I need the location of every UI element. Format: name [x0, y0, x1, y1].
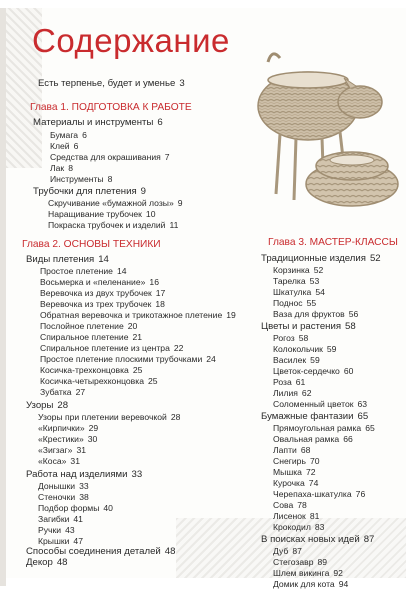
toc-entry-page: 87 [363, 534, 375, 545]
toc-entry-title: Узоры при плетении веревочкой [38, 412, 167, 422]
toc-entry [40, 321, 137, 331]
toc-entry-title: Корзинка [273, 265, 310, 275]
toc-entry-page: 56 [348, 309, 359, 319]
toc-entry-page: 65 [365, 423, 375, 433]
toc-entry [273, 333, 308, 343]
toc-entry-title: Роза [273, 377, 292, 387]
toc-entry [273, 265, 323, 275]
toc-entry-title: Василек [273, 355, 307, 365]
toc-entry-title: Черепаха-шкатулка [273, 489, 352, 499]
toc-entry [38, 79, 185, 89]
toc-entry [273, 478, 318, 488]
toc-entry [40, 376, 158, 386]
toc-entry [38, 481, 89, 491]
toc-entry-title: Донышки [38, 481, 76, 491]
toc-entry-title: Стеночки [38, 492, 76, 502]
toc-entry-title: Прямоугольная рамка [273, 423, 362, 433]
toc-entry-title: Скручивание «бумажной лозы» [48, 198, 174, 208]
toc-entry-title: Загибки [38, 514, 70, 524]
toc-entry-page: 9 [140, 186, 146, 197]
toc-entry-title: Веревочка из трех трубочек [40, 299, 152, 309]
page-title: Содержание [32, 22, 230, 59]
toc-entry-page: 6 [73, 141, 79, 151]
toc-entry-page: 58 [298, 333, 309, 343]
toc-entry-page: 29 [88, 423, 99, 433]
toc-entry-page: 17 [155, 288, 166, 298]
toc-entry-title: Виды плетения [26, 254, 95, 265]
toc-entry [273, 344, 336, 354]
toc-entry [273, 557, 327, 567]
toc-entry-page: 58 [345, 321, 356, 332]
toc-entry-title: Цветок-сердечко [273, 366, 340, 376]
toc-entry-title: Шлем викинга [273, 568, 330, 578]
toc-entry-page: 78 [297, 500, 307, 510]
toc-entry [50, 152, 170, 162]
toc-entry-page: 89 [317, 557, 328, 567]
toc-entry-title: Восьмерка и «пеленание» [40, 277, 146, 287]
toc-entry-title: Простое плетение плоскими трубочками [40, 354, 203, 364]
toc-entry-title: Тарелка [273, 276, 306, 286]
toc-entry-title: Трубочки для плетения [33, 186, 137, 197]
toc-entry-title: Снегирь [273, 456, 306, 466]
toc-entry-page: 81 [309, 511, 320, 521]
toc-entry-page: 20 [127, 321, 138, 331]
toc-entry-title: Зубатка [40, 387, 72, 397]
toc-entry-page: 52 [313, 265, 324, 275]
toc-entry-page: 27 [75, 387, 86, 397]
toc-entry [48, 209, 155, 219]
toc-entry [26, 255, 109, 265]
toc-entry [38, 514, 83, 524]
toc-entry-title: Послойное плетение [40, 321, 124, 331]
toc-entry-title: Инструменты [50, 174, 104, 184]
toc-entry-page: 33 [79, 481, 89, 491]
toc-entry-page: 6 [157, 117, 163, 128]
toc-entry-page: 63 [357, 399, 368, 409]
toc-entry [38, 503, 113, 513]
toc-entry-page: 60 [343, 366, 354, 376]
toc-entry-title: Сова [273, 500, 294, 510]
toc-entry [273, 298, 316, 308]
toc-entry [38, 412, 180, 422]
toc-entry-title: Средства для окрашивания [50, 152, 161, 162]
toc-entry-title: Лисенок [273, 511, 306, 521]
toc-entry [40, 310, 236, 320]
toc-entry-page: 70 [309, 456, 320, 466]
toc-entry-title: В поисках новых идей [261, 534, 360, 545]
toc-entry [273, 423, 375, 433]
toc-entry [50, 163, 73, 173]
toc-entry [38, 423, 98, 433]
toc-entry-title: Дуб [273, 546, 289, 556]
toc-entry-title: «Кирпички» [38, 423, 85, 433]
toc-entry [40, 343, 183, 353]
toc-entry-page: 16 [149, 277, 159, 287]
toc-entry-page: 54 [315, 287, 325, 297]
toc-entry-page: 21 [132, 332, 143, 342]
toc-entry [38, 445, 86, 455]
toc-entry [40, 387, 85, 397]
toc-entry [38, 525, 75, 535]
toc-entry [273, 546, 302, 556]
toc-entry-page: 87 [292, 546, 302, 556]
toc-entry-page: 3 [179, 78, 185, 89]
toc-entry [40, 299, 165, 309]
toc-entry [273, 511, 319, 521]
toc-entry-page: 10 [145, 209, 156, 219]
toc-entry-title: Глава 3. МАСТЕР-КЛАССЫ [268, 237, 398, 248]
toc-entry-title: Шкатулка [273, 287, 312, 297]
toc-entry [273, 276, 319, 286]
toc-entry-page: 52 [369, 253, 381, 264]
toc-entry-title: Спиральное плетение [40, 332, 129, 342]
toc-entry [40, 288, 165, 298]
toc-entry [48, 198, 183, 208]
toc-entry [273, 489, 365, 499]
toc-entry-page: 40 [103, 503, 113, 513]
toc-entry [33, 118, 163, 128]
toc-entry-page: 62 [301, 388, 312, 398]
toc-entry [38, 434, 97, 444]
toc-entry [40, 354, 216, 364]
toc-entry [273, 434, 353, 444]
toc-entry-page: 74 [308, 478, 319, 488]
toc-entry-title: Косичка-четырехконцовка [40, 376, 144, 386]
toc-entry [273, 309, 358, 319]
toc-entry-page: 9 [177, 198, 183, 208]
toc-entry-title: Колокольчик [273, 344, 323, 354]
toc-entry-title: Лилия [273, 388, 298, 398]
toc-entry-page: 24 [206, 354, 216, 364]
toc-entry [38, 536, 83, 546]
toc-entry [273, 467, 316, 477]
toc-entry-title: Лапти [273, 445, 297, 455]
toc-entry-title: Обратная веревочка и трикотажное плетение [40, 310, 223, 320]
toc-entry-page: 94 [338, 579, 349, 589]
toc-entry-page: 41 [73, 514, 83, 524]
toc-entry-page: 7 [164, 152, 170, 162]
toc-entry [40, 277, 159, 287]
toc-entry-page: 83 [314, 522, 325, 532]
toc-entry-title: Крышки [38, 536, 70, 546]
toc-entry-title: Клей [50, 141, 70, 151]
toc-entry [273, 366, 353, 376]
toc-entry [40, 365, 142, 375]
toc-entry [33, 187, 146, 197]
toc-entry-title: «Коса» [38, 456, 67, 466]
toc-entry-page: 66 [343, 434, 353, 444]
toc-entry-title: Материалы и инструменты [33, 117, 154, 128]
toc-entry [50, 141, 78, 151]
toc-entry [40, 266, 127, 276]
toc-entry-page: 47 [73, 536, 83, 546]
toc-entry-page: 48 [56, 557, 68, 568]
toc-entry-page: 72 [305, 467, 316, 477]
toc-entry-page: 61 [295, 377, 306, 387]
toc-entry-page: 38 [79, 492, 89, 502]
toc-entry-title: Подбор формы [38, 503, 100, 513]
toc-entry-title: «Зигзаг» [38, 445, 73, 455]
toc-entry-page: 43 [65, 525, 75, 535]
toc-entry-title: «Крестики» [38, 434, 84, 444]
toc-entry [50, 130, 87, 140]
toc-entry-title: Узоры [26, 400, 54, 411]
toc-entry-page: 48 [164, 546, 176, 557]
toc-entry-page: 14 [98, 254, 109, 265]
toc-entry-page: 8 [107, 174, 113, 184]
chapter-heading [30, 103, 192, 113]
toc-entry-page: 28 [57, 400, 69, 411]
toc-entry [26, 547, 175, 557]
toc-entry-title: Бумага [50, 130, 79, 140]
toc-entry-title: Глава 2. ОСНОВЫ ТЕХНИКИ [22, 239, 161, 250]
toc-entry-page: 68 [300, 445, 311, 455]
toc-entry [273, 456, 320, 466]
toc-entry [273, 399, 367, 409]
toc-entry-page: 59 [326, 344, 337, 354]
toc-entry-page: 18 [155, 299, 165, 309]
toc-entry-title: Есть терпенье, будет и уменье [38, 78, 176, 89]
toc-entry-page: 11 [169, 220, 179, 230]
toc-entry [273, 445, 310, 455]
toc-entry-title: Косичка-трехконцовка [40, 365, 129, 375]
toc-entry [273, 377, 305, 387]
toc-entry-title: Глава 1. ПОДГОТОВКА К РАБОТЕ [30, 102, 192, 113]
toc-entry-title: Домик для кота [273, 579, 335, 589]
toc-entry-page: 31 [76, 445, 87, 455]
toc-entry-title: Курочка [273, 478, 305, 488]
toc-entry [261, 412, 368, 422]
toc-entry-title: Овальная рамка [273, 434, 340, 444]
toc-entry-title: Стегозавр [273, 557, 314, 567]
toc-entry-title: Соломенный цветок [273, 399, 354, 409]
toc-entry [38, 492, 89, 502]
toc-entry [50, 174, 112, 184]
toc-entry-page: 53 [309, 276, 320, 286]
toc-entry-page: 28 [170, 412, 181, 422]
woven-turtle-basket-image [302, 140, 402, 208]
toc-entry-title: Наращивание трубочек [48, 209, 142, 219]
toc-entry-title: Покраска трубочек и изделий [48, 220, 166, 230]
toc-entry-title: Рогоз [273, 333, 295, 343]
toc-entry-page: 6 [82, 130, 87, 140]
toc-entry-page: 76 [355, 489, 366, 499]
toc-entry-page: 59 [310, 355, 320, 365]
toc-entry-page: 25 [147, 376, 158, 386]
toc-entry [48, 220, 178, 230]
toc-entry-title: Ваза для фруктов [273, 309, 345, 319]
toc-entry [26, 401, 68, 411]
toc-entry-title: Бумажные фантазии [261, 411, 354, 422]
toc-entry [261, 535, 374, 545]
toc-entry-title: Традиционные изделия [261, 253, 366, 264]
toc-entry-title: Спиральное плетение из центра [40, 343, 170, 353]
toc-entry-page: 92 [333, 568, 343, 578]
toc-entry-title: Веревочка из двух трубочек [40, 288, 152, 298]
toc-entry-title: Простое плетение [40, 266, 113, 276]
toc-entry [26, 470, 142, 480]
toc-entry-title: Декор [26, 557, 53, 568]
toc-entry-page: 22 [173, 343, 184, 353]
chapter-heading [268, 238, 398, 248]
toc-entry-title: Крокодил [273, 522, 311, 532]
toc-entry [261, 254, 381, 264]
toc-entry-title: Способы соединения деталей [26, 546, 161, 557]
toc-entry-title: Работа над изделиями [26, 469, 128, 480]
toc-entry-title: Мышка [273, 467, 302, 477]
toc-entry [273, 579, 348, 589]
toc-entry-page: 8 [68, 163, 73, 173]
chapter-heading [22, 240, 161, 250]
toc-entry-page: 55 [306, 298, 317, 308]
toc-entry [273, 287, 325, 297]
toc-entry [26, 558, 67, 568]
toc-entry-title: Ручки [38, 525, 62, 535]
toc-entry-page: 30 [87, 434, 98, 444]
toc-entry-title: Лак [50, 163, 65, 173]
toc-entry-page: 33 [131, 469, 143, 480]
toc-entry [38, 456, 80, 466]
toc-entry-title: Цветы и растения [261, 321, 342, 332]
toc-entry [40, 332, 142, 342]
toc-entry [273, 388, 311, 398]
toc-entry-page: 31 [70, 456, 80, 466]
toc-entry [273, 500, 307, 510]
toc-entry-title: Поднос [273, 298, 303, 308]
toc-entry [273, 355, 320, 365]
toc-entry-page: 25 [132, 365, 143, 375]
toc-entry [273, 568, 343, 578]
toc-entry-page: 14 [116, 266, 127, 276]
toc-entry-page: 19 [226, 310, 236, 320]
toc-entry [261, 322, 356, 332]
toc-entry [273, 522, 324, 532]
toc-entry-page: 65 [357, 411, 369, 422]
